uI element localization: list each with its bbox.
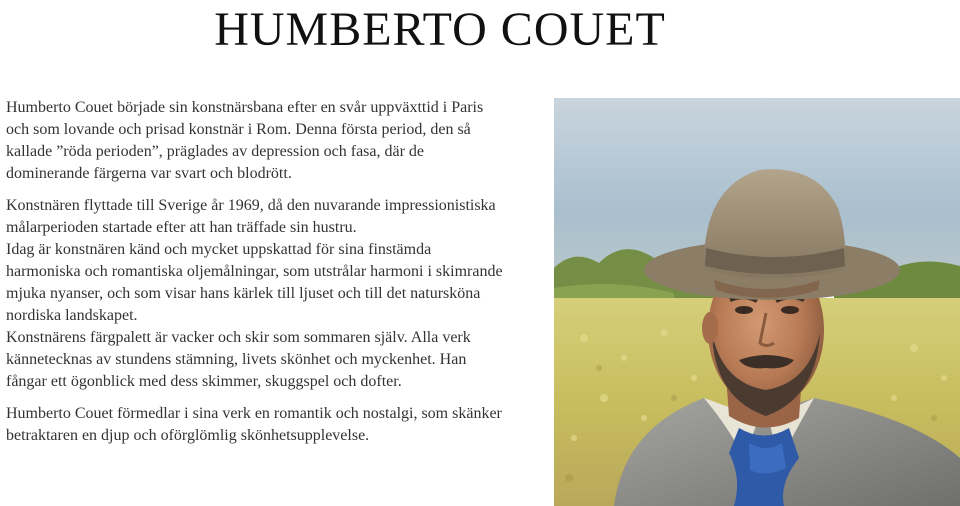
bio-paragraph: Humberto Couet började sin konstnärsbana efter en svår uppväxttid i Paris och som lovande och prisad konstnär i Rom. Denna första period, den så kallade ”röda perioden”, präglades av depression och fasa, där de dominerande färgerna var svart och blodrött.: [6, 99, 484, 182]
bio-paragraph: Humberto Couet förmedlar i sina verk en romantik och nostalgi, som skänker betraktaren en djup och oförglömlig skönhetsupplevelse.: [6, 405, 502, 444]
bio-paragraph: Konstnären flyttade till Sverige år 1969, då den nuvarande impressionistiska målarperioden startade efter att han träffade sin hustru.: [6, 197, 496, 236]
page-title: HUMBERTO COUET: [214, 3, 666, 56]
bio-paragraph: Konstnärens färgpalett är vacker och skir som sommaren själv. Alla verk kännetecknas av stundens stämning, livets skönhet och myckenhet. Han fångar ett ögonblick med dess skimmer, skuggspel och dofter.: [6, 329, 471, 390]
portrait-illustration: [554, 98, 960, 506]
artist-biography: [6, 97, 506, 447]
bio-paragraph: Idag är konstnären känd och mycket uppskattad för sina finstämda harmoniska och romantiska oljemålningar, som utstrålar harmoni i skimrande mjuka nyanser, och som visar hans kärlek till ljuset och till det natursköna nordiska landskapet.: [6, 241, 503, 324]
artist-portrait-painting: [554, 98, 960, 506]
